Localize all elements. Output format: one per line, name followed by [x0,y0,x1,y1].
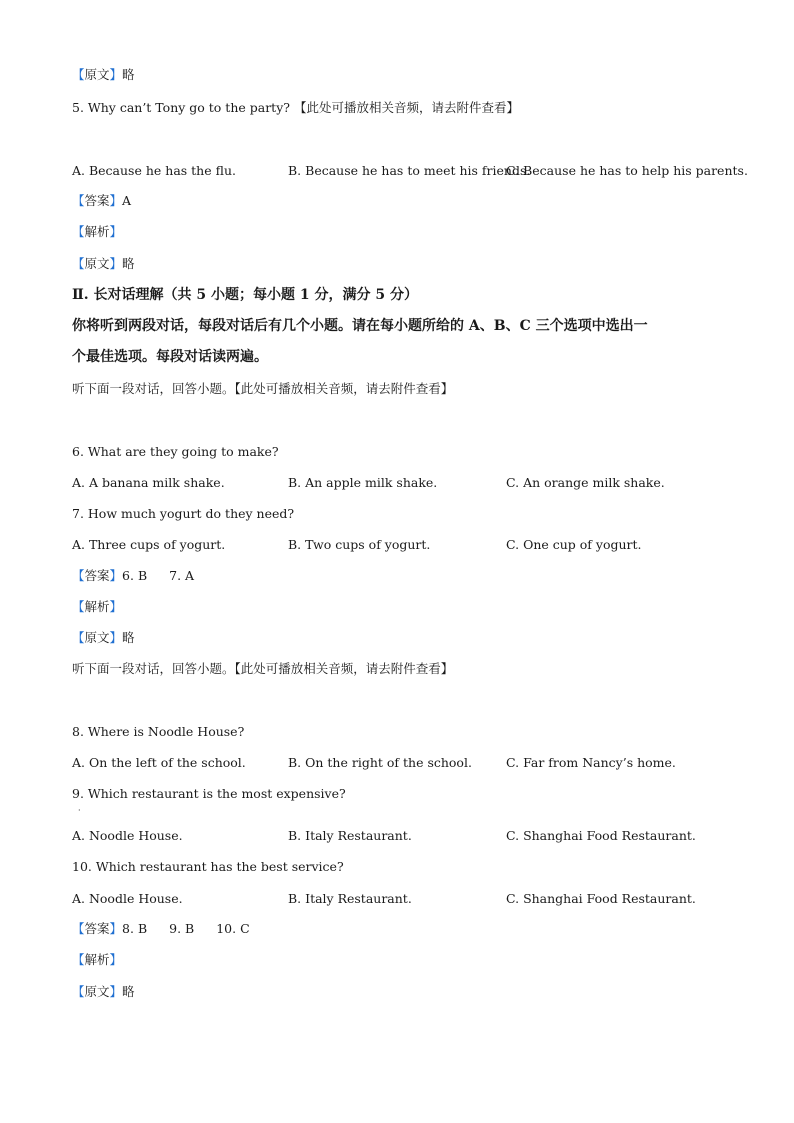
q9-option-b: B. Italy Restaurant. [288,828,412,843]
original-text-6-7: 【原文】略 [72,630,135,645]
q5-option-a: A. Because he has the flu. [72,163,236,178]
question-5: 5. Why can’t Tony go to the party? 【此处可播放相关音频，请去附件查看】 [72,100,519,115]
original-text-8-10: 【原文】略 [72,984,135,999]
original-text-label: 【原文】略 [72,67,135,82]
q9-option-a: A. Noodle House. [72,828,183,843]
section-instruction-1: 你将听到两段对话，每段对话后有几个小题。请在每小题所给的 A、B、C 三个选项中选出一 [72,318,648,334]
listen-instruction-1: 听下面一段对话，回答小题。【此处可播放相关音频，请去附件查看】 [72,381,454,396]
question-7: 7. How much yogurt do they need? [72,506,295,521]
q6-option-a: A. A banana milk shake. [72,475,225,490]
q7-option-a: A. Three cups of yogurt. [72,537,226,552]
answer-6-7: 【答案】6. B 7. A [72,568,195,583]
q5-option-b: B. Because he has to meet his friends. [288,163,531,178]
audio-link[interactable]: 【此处可播放相关音频，请去附件查看】 [234,381,454,396]
analysis-8-10: 【解析】 [72,952,123,967]
q8-option-a: A. On the left of the school. [72,755,246,770]
q10-option-b: B. Italy Restaurant. [288,891,412,906]
section-title: Ⅱ. 长对话理解（共 5 小题；每小题 1 分，满分 5 分） [72,287,419,303]
q8-option-b: B. On the right of the school. [288,755,472,770]
audio-link[interactable]: 【此处可播放相关音频，请去附件查看】 [234,661,454,676]
q7-option-b: B. Two cups of yogurt. [288,537,431,552]
analysis-6-7: 【解析】 [72,599,123,614]
analysis-5: 【解析】 [72,224,123,239]
q6-option-b: B. An apple milk shake. [288,475,438,490]
q5-option-c: C. Because he has to help his parents. [506,163,748,178]
audio-link[interactable]: 【此处可播放相关音频，请去附件查看】 [293,100,519,115]
original-text-5: 【原文】略 [72,256,135,271]
listen-instruction-2: 听下面一段对话，回答小题。【此处可播放相关音频，请去附件查看】 [72,661,454,676]
q10-option-c: C. Shanghai Food Restaurant. [506,891,696,906]
q7-option-c: C. One cup of yogurt. [506,537,642,552]
question-9: 9. Which restaurant is the most expensive? [72,786,346,801]
question-10: 10. Which restaurant has the best service? [72,859,344,874]
q8-option-c: C. Far from Nancy’s home. [506,755,676,770]
answer-8-10: 【答案】8. B 9. B 10. C [72,921,250,936]
answer-5: 【答案】A [72,193,132,208]
q9-option-c: C. Shanghai Food Restaurant. [506,828,696,843]
section-instruction-2: 个最佳选项。每段对话读两遍。 [72,349,268,365]
q10-option-a: A. Noodle House. [72,891,183,906]
question-6: 6. What are they going to make? [72,444,279,459]
q6-option-c: C. An orange milk shake. [506,475,665,490]
question-8: 8. Where is Noodle House? [72,724,245,739]
stray-dot: · [78,806,81,815]
